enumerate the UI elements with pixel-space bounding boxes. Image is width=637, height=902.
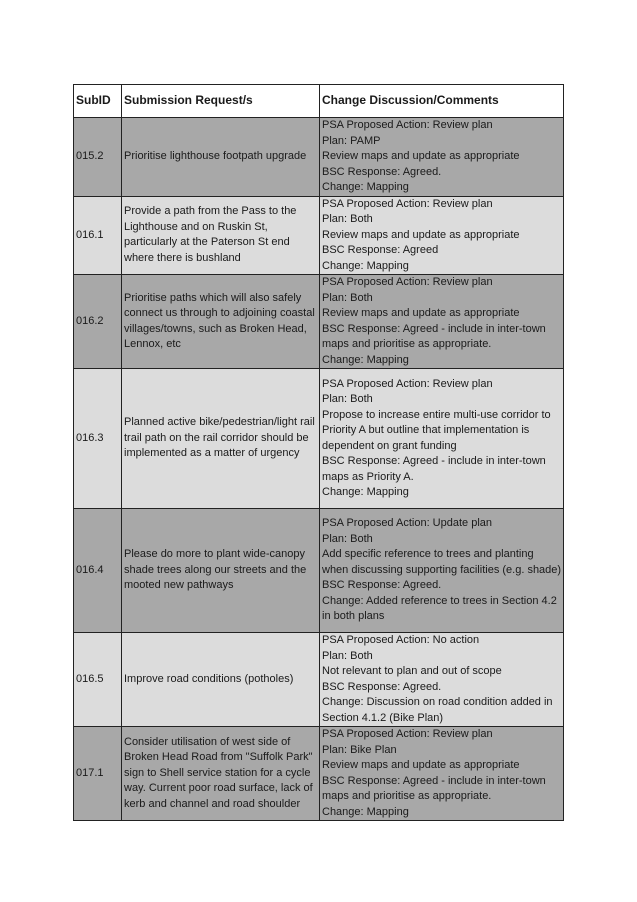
table-row (74, 275, 564, 369)
comment-line: Change: Discussion on road condition added in (322, 696, 553, 708)
comment-line: BSC Response: Agreed. (322, 579, 442, 592)
comment-line: maps as Priority A. (322, 470, 414, 483)
comment-line: maps and prioritise as appropriate. (322, 338, 492, 350)
header-change-discussion: Change Discussion/Comments (320, 85, 564, 118)
row-comments (320, 118, 564, 197)
comment-line: Plan: Bike Plan (322, 743, 397, 756)
comment-line: Plan: Both (322, 532, 373, 545)
table-row (74, 196, 564, 275)
table-row (74, 118, 564, 197)
row-request: Consider utilisation of west side of Broken Head Road from "Suffolk Park" sign to Shell service station for a cycle way. Current poor road surface, lack of kerb and channel and road shoulder (122, 727, 320, 821)
row-request: Please do more to plant wide-canopy shade trees along our streets and the mooted new pathways (122, 509, 320, 633)
row-subid: 015.2 (74, 118, 122, 197)
row-request: Planned active bike/pedestrian/light rail trail path on the rail corridor should be implemented as a matter of urgency (122, 369, 320, 509)
comment-line: Review maps and update as appropriate (322, 759, 520, 771)
row-request: Prioritise lighthouse footpath upgrade (122, 118, 320, 197)
comment-line: BSC Response: Agreed. (322, 680, 442, 693)
row-request: Improve road conditions (potholes) (122, 633, 320, 727)
comment-line: PSA Proposed Action: Review plan (322, 377, 493, 390)
row-subid: 016.2 (74, 275, 122, 369)
comment-line: BSC Response: Agreed (322, 244, 439, 256)
comment-line: maps and prioritise as appropriate. (322, 790, 492, 802)
comment-line: in both plans (322, 610, 385, 623)
comment-line: Change: Mapping (322, 353, 409, 366)
comment-line: Change: Mapping (322, 181, 409, 193)
row-comments (320, 633, 564, 727)
comment-line: PSA Proposed Action: No action (322, 634, 480, 646)
comment-line: Change: Mapping (322, 259, 409, 272)
row-comments (320, 275, 564, 369)
comment-line: Plan: Both (322, 291, 373, 304)
comment-line: Plan: Both (322, 649, 373, 662)
row-subid: 016.3 (74, 369, 122, 509)
comment-line: dependent on grant funding (322, 439, 457, 452)
comment-line: Priority A but outline that implementation is (322, 424, 530, 436)
comment-line: PSA Proposed Action: Review plan (322, 276, 493, 288)
row-request: Provide a path from the Pass to the Lighthouse and on Ruskin St, particularly at the Paterson St end where there is bushland (122, 196, 320, 275)
table-row (74, 509, 564, 633)
comment-line: BSC Response: Agreed - include in inter-town (322, 774, 546, 787)
comment-line: PSA Proposed Action: Update plan (322, 517, 493, 530)
row-comments (320, 196, 564, 275)
row-comments (320, 509, 564, 633)
comment-line: Section 4.1.2 (Bike Plan) (322, 711, 444, 724)
comment-line: Plan: Both (322, 393, 373, 405)
comment-line: Add specific reference to trees and planting (322, 548, 534, 561)
comment-line: BSC Response: Agreed. (322, 165, 442, 178)
table-row (74, 369, 564, 509)
row-comments (320, 369, 564, 509)
comment-line: Plan: Both (322, 213, 373, 225)
row-comments (320, 727, 564, 821)
row-subid: 016.1 (74, 196, 122, 275)
submissions-table (73, 84, 564, 821)
comment-line: when discussing supporting facilities (e.g. shade) (322, 563, 562, 576)
comment-line: PSA Proposed Action: Review plan (322, 119, 493, 131)
header-submission-request: Submission Request/s (122, 85, 320, 118)
header-subid: SubID (74, 85, 122, 118)
comment-line: Change: Added reference to trees in Section 4.2 (322, 594, 557, 607)
table-header-row (74, 85, 564, 118)
comment-line: Review maps and update as appropriate (322, 228, 520, 241)
table-row (74, 727, 564, 821)
row-subid: 017.1 (74, 727, 122, 821)
comment-line: Propose to increase entire multi-use corridor to (322, 408, 551, 421)
comment-line: Plan: PAMP (322, 134, 381, 147)
comment-line: Review maps and update as appropriate (322, 150, 520, 162)
comment-line: BSC Response: Agreed - include in inter-town (322, 322, 546, 335)
comment-line: Change: Mapping (322, 486, 409, 498)
row-request: Prioritise paths which will also safely connect us through to adjoining coastal villages/towns, such as Broken Head, Lennox, etc (122, 275, 320, 369)
comment-line: Not relevant to plan and out of scope (322, 665, 502, 677)
row-subid: 016.5 (74, 633, 122, 727)
comment-line: Change: Mapping (322, 805, 409, 818)
comment-line: PSA Proposed Action: Review plan (322, 728, 493, 740)
comment-line: Review maps and update as appropriate (322, 307, 520, 319)
comment-line: BSC Response: Agreed - include in inter-town (322, 455, 546, 467)
table-row (74, 633, 564, 727)
comment-line: PSA Proposed Action: Review plan (322, 197, 493, 210)
row-subid: 016.4 (74, 509, 122, 633)
